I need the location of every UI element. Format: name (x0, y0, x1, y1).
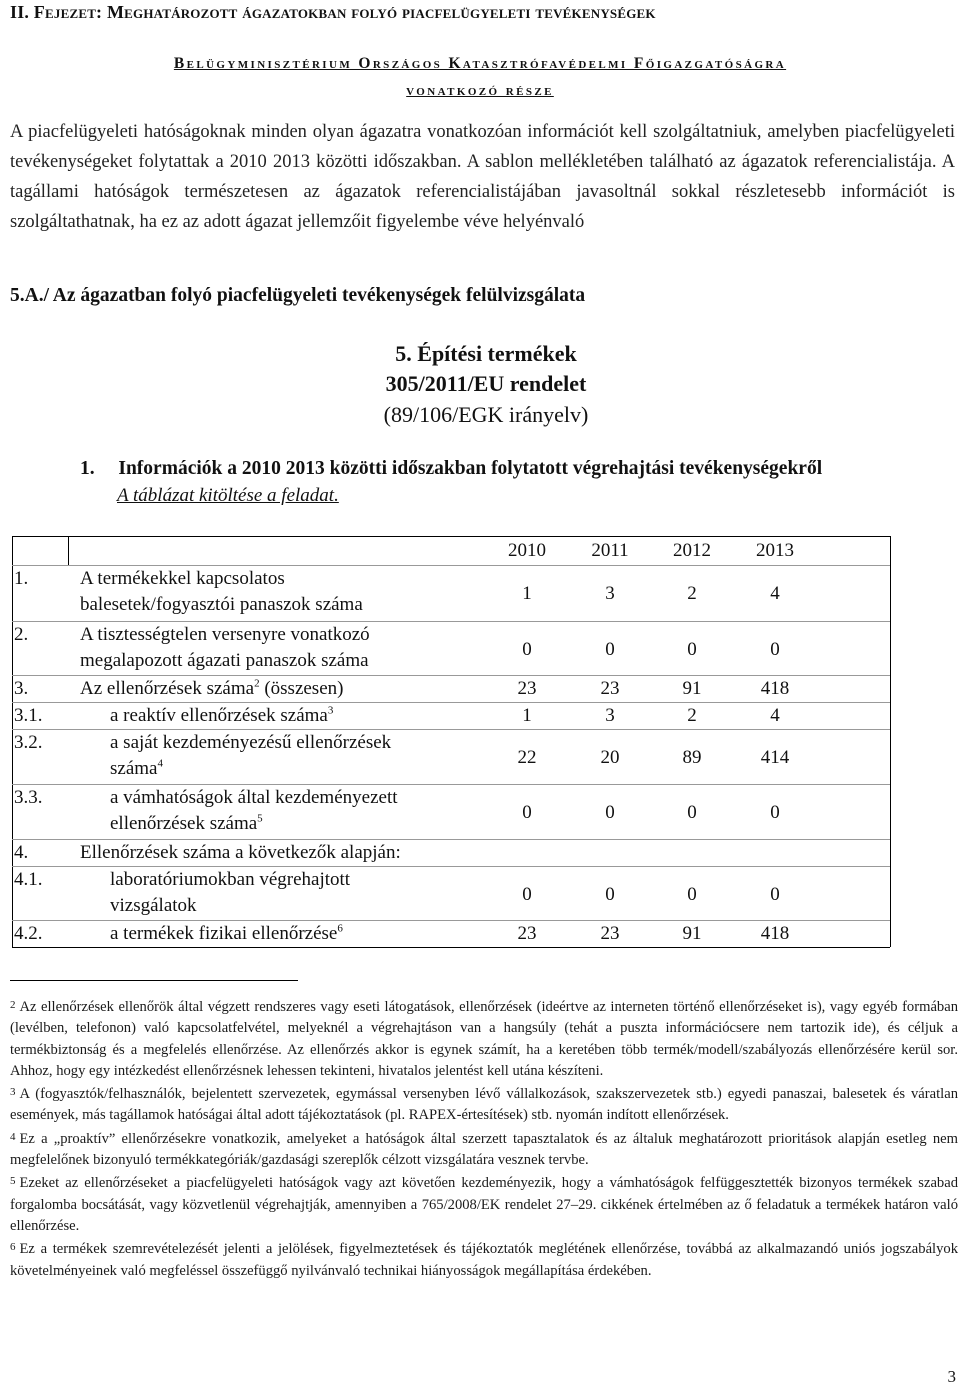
year-value-2013: 4 (770, 705, 780, 726)
row-number: 4. (14, 842, 29, 863)
footnote-number: 6 (10, 1241, 16, 1254)
row-label: a reaktív ellenőrzések száma$^3$ (110, 704, 334, 726)
row-label-continued: száma$^4$ (110, 757, 163, 779)
year-value-2011: 23 (600, 923, 620, 944)
section-heading-line2: vonatkozó része (406, 82, 554, 99)
year-value-2012: 91 (682, 678, 702, 699)
row-label: A tisztességtelen versenyre vonatkozó (80, 624, 370, 645)
row-label-continued: megalapozott ágazati panaszok száma (80, 650, 369, 671)
row-label: Az ellenőrzések száma$^2$ (összesen) (80, 677, 344, 699)
year-value-2012: 2 (687, 705, 697, 726)
footnote-number: 2 (10, 999, 16, 1011)
year-value-2012: 0 (687, 884, 697, 905)
year-value-2011: 0 (605, 802, 615, 823)
footnote (10, 1237, 958, 1282)
row-number: 4.2. (14, 923, 43, 944)
footnote-text: Ez a termékek szemrevételezését jelenti a jelölések, figyelmeztetések és tájékoztatók meglétének ellenőrzése, továbbá az alkalmazandó uniós jogszabályok követelményeinek való megfeléssel összefüggő nyilvánvaló technikai hiányosságok megállapítása érdekében. (10, 1241, 958, 1279)
row-number: 2. (14, 624, 29, 645)
footnote-text: A (fogyasztók/felhasználók, bejelentett szervezetek, egymással versenyben lévő vállalkozások, szakszervezetek stb.) egyedi panaszai, balesetek és váratlan események, más tagállamok hatóságai által adott tájékoztatások (pl. RAPEX-értesítések) stb. nyomán indított ellenőrzések. (10, 1086, 958, 1124)
row-number: 3.1. (14, 705, 43, 726)
sector-directive: (89/106/EGK irányelv) (383, 402, 589, 427)
year-header-2010: 2010 (508, 540, 546, 561)
sub-heading: 5.A./ Az ágazatban folyó piacfelügyeleti tevékenységek felülvizsgálata (10, 285, 586, 306)
footnote-text: Ezeket az ellenőrzéseket a piacfelügyeleti hatóságok vagy azt követően kezdeményezik, hogy a vámhatóságok felfüggesztették bizonyos termékek szabad forgalomba bocsátását, vagy közvetlenül végrehajtják, amennyiben a 765/2008/EK rendelet 27–29. cikkének értelmében az ő feladatuk a termékek határon való ellenőrzése. (10, 1175, 958, 1234)
sector-regulation: 305/2011/EU rendelet (385, 371, 587, 396)
year-value-2011: 0 (605, 639, 615, 660)
sector-title: 5. Építési termékek (395, 341, 577, 366)
year-value-2013: 418 (760, 923, 790, 944)
footnote-number: 3 (10, 1086, 16, 1099)
info-heading-number: 1. (80, 458, 95, 479)
row-label: A termékekkel kapcsolatos (80, 568, 285, 589)
year-value-2011: 0 (605, 884, 615, 905)
year-value-2012: 89 (682, 747, 702, 768)
footnotes (10, 995, 958, 1282)
footnote (10, 1127, 958, 1172)
row-label-continued: vizsgálatok (110, 895, 197, 916)
year-header-2013: 2013 (756, 540, 794, 561)
year-value-2013: 0 (770, 639, 780, 660)
footnote (10, 1171, 958, 1237)
year-value-2011: 23 (600, 678, 620, 699)
footnote (10, 995, 958, 1082)
year-value-2010: 0 (522, 639, 532, 660)
year-header-2011: 2011 (591, 540, 629, 561)
row-label: a saját kezdeményezésű ellenőrzések (110, 732, 392, 753)
row-label: a vámhatóságok által kezdeményezett (110, 787, 398, 808)
year-value-2010: 0 (522, 802, 532, 823)
year-value-2012: 91 (682, 923, 702, 944)
year-value-2010: 0 (522, 884, 532, 905)
intro-paragraph: A piacfelügyeleti hatóságoknak minden olyan ágazatra vonatkozóan információt kell szolgáltatniuk, amelyben piacfelügyeleti tevékenységeket folytattak a 2010 2013 közötti időszakban. A sablon mellékletében található az ágazatok referencialistája. A tagállami hatóságok természetesen az ágazatok referencialistájában javasoltnál sokkal részletesebb információt is szolgáltathatnak, ha ez az adott ágazat jellemzőit figyelembe véve helyénvaló (10, 122, 955, 232)
row-label-continued: ellenőrzések száma$^5$ (110, 812, 263, 834)
row-number: 3.2. (14, 732, 43, 753)
year-value-2013: 418 (760, 678, 790, 699)
year-value-2012: 2 (687, 583, 697, 604)
table-top-rule (12, 536, 890, 537)
year-value-2011: 3 (605, 705, 615, 726)
year-value-2010: 1 (522, 705, 532, 726)
row-label: Ellenőrzések száma a következők alapján: (80, 842, 401, 863)
table-right-rule (890, 536, 891, 947)
footnote-number: 4 (10, 1130, 16, 1143)
row-number: 4.1. (14, 869, 43, 890)
row-number: 1. (14, 568, 29, 589)
page-number: 3 (947, 1367, 956, 1386)
info-heading-text: Információk a 2010 2013 közötti időszakban folytatott végrehajtási tevékenységekről (118, 458, 823, 479)
year-value-2010: 1 (522, 583, 532, 604)
footnote-text: Az ellenőrzések ellenőrök által végzett rendszeres vagy eseti látogatások, ellenőrzések (ideértve az interneten történő ellenőrzéseket is), vagy egyéb formában (levélben, telefonon) való kapcsolatfelvétel, melyeknél a végrehajtáson van a hangsúly (tehát a puszta információcsere nem tartozik ide), és céljuk a termékbiztonság és a megfelelés ellenőrzése. Az ellenőrzés akkor is egynek számít, ha a keretében több termék/modell/szabályozás ellenőrzésére kerül sor. Ahhoz, hogy egy intézkedést ellenőrzésnek lehessen tekinteni, hivatalos jelentést kell utána készíteni. (10, 999, 958, 1079)
year-value-2011: 3 (605, 583, 615, 604)
header-col-rule (68, 536, 69, 565)
row-label-continued: balesetek/fogyasztói panaszok száma (80, 594, 363, 615)
row-label: laboratóriumokban végrehajtott (110, 869, 351, 890)
row-number: 3. (14, 678, 29, 699)
year-value-2011: 20 (600, 747, 620, 768)
year-value-2013: 414 (760, 747, 790, 768)
footnote-number: 5 (10, 1175, 16, 1188)
footnote-text: Ez a „proaktív” ellenőrzésekre vonatkozik, amelyeket a hatóságok által szerzett tapasztalatok és az általuk meghatározott prioritások alapján esetleg nem megfelelőnek bizonyuló termékkategóriák/gazdasági szereplők célzott vizsgálatára vesznek tervbe. (10, 1130, 958, 1169)
year-value-2012: 0 (687, 802, 697, 823)
chapter-title: II. Fejezet: Meghatározott ágazatokban folyó piacfelügyeleti tevékenységek (10, 2, 656, 22)
footnote (10, 1082, 958, 1127)
instruction-text: A táblázat kitöltése a feladat. (117, 485, 339, 506)
row-number: 3.3. (14, 787, 43, 808)
footnote-separator (10, 980, 298, 981)
year-value-2010: 23 (517, 923, 537, 944)
year-value-2013: 0 (770, 884, 780, 905)
section-heading-line1: Belügyminisztérium Országos Katasztrófavédelmi Főigazgatóságra (173, 55, 787, 72)
row-label: a termékek fizikai ellenőrzése$^6$ (110, 922, 343, 944)
year-value-2013: 4 (770, 583, 780, 604)
year-value-2012: 0 (687, 639, 697, 660)
year-value-2013: 0 (770, 802, 780, 823)
year-header-2012: 2012 (673, 540, 711, 561)
table-bottom-rule (12, 947, 890, 948)
year-value-2010: 23 (517, 678, 537, 699)
year-value-2010: 22 (517, 747, 537, 768)
table-left-rule (12, 536, 13, 947)
